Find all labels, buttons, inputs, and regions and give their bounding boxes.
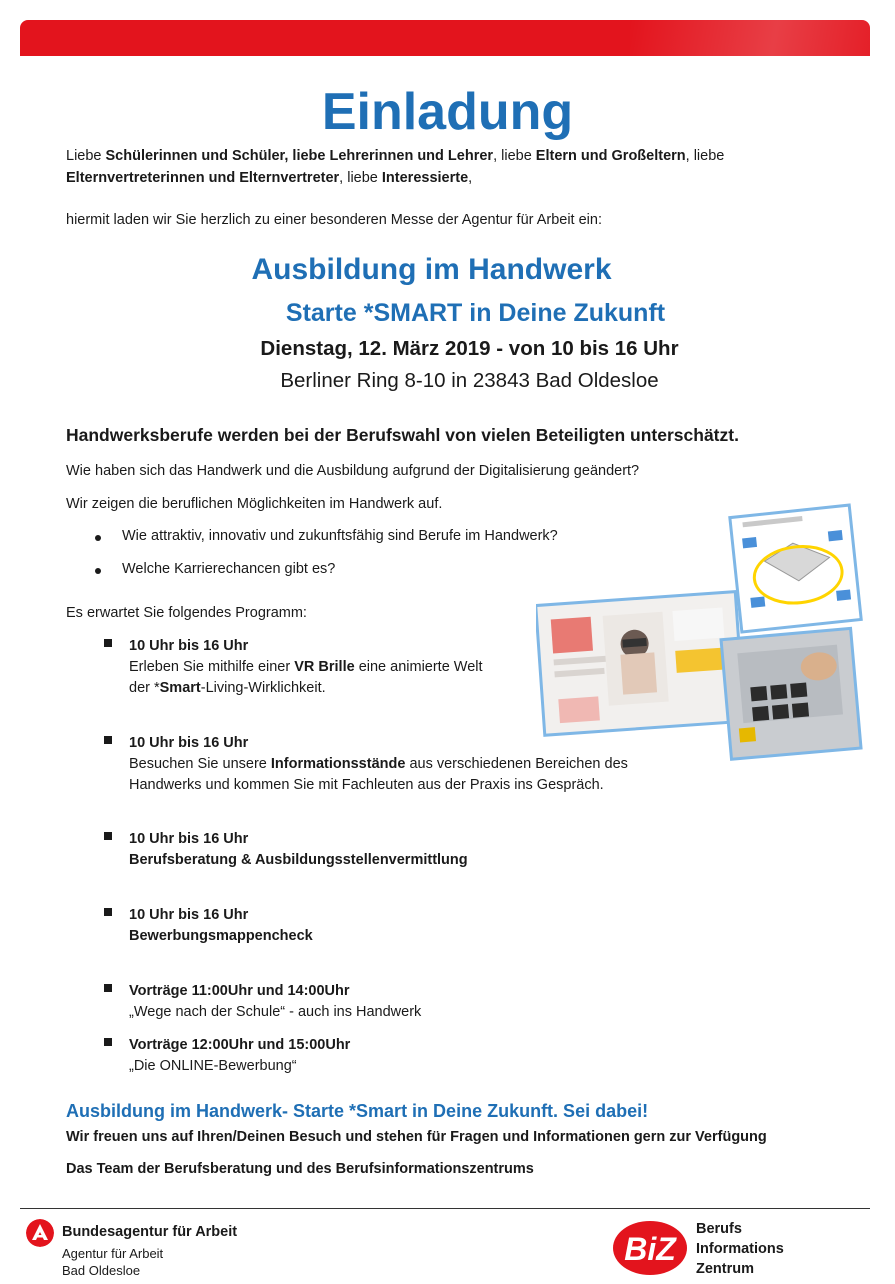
program-desc-line-2: Handwerks und kommen Sie mit Fachleuten aus der Praxis ins Gespräch. (129, 777, 604, 793)
bullet-square (104, 832, 112, 840)
event-date: Dienstag, 12. März 2019 - von 10 bis 16 Uhr (260, 337, 679, 360)
program-time: Vorträge 11:00Uhr und 14:00Uhr (129, 983, 350, 999)
ba-logo-icon (26, 1219, 54, 1247)
bullet-text: Welche Karrierechancen gibt es? (122, 561, 336, 577)
greeting-line-1: Liebe Schülerinnen und Schüler, liebe Lehrerinnen und Lehrer, liebe Eltern und Großeltern, liebe (66, 148, 725, 164)
program-time: 10 Uhr bis 16 Uhr (129, 638, 249, 654)
program-time: 10 Uhr bis 16 Uhr (129, 907, 249, 923)
program-time: 10 Uhr bis 16 Uhr (129, 735, 249, 751)
event-subheadline: Starte *SMART in Deine Zukunft (285, 299, 666, 327)
invite-text: hiermit laden wir Sie herzlich zu einer besonderen Messe der Agentur für Arbeit ein: (66, 212, 602, 228)
biz-line-2: Informations (696, 1241, 784, 1257)
bullet-square (104, 1038, 112, 1046)
program-desc-line-1: Berufsberatung & Ausbildungsstellenvermittlung (129, 852, 468, 868)
flyer-collage-image (536, 503, 881, 765)
event-address: Berliner Ring 8-10 in 23843 Bad Oldesloe (280, 369, 659, 392)
event-headline: Ausbildung im Handwerk (251, 253, 612, 286)
ba-sub-1: Agentur für Arbeit (62, 1246, 164, 1261)
program-desc-line-1: Bewerbungsmappencheck (129, 928, 313, 944)
bullet-square (104, 639, 112, 647)
bullet-text: Wie attraktiv, innovativ und zukunftsfähig sind Berufe im Handwerk? (122, 528, 558, 544)
banner-highlight (630, 20, 870, 56)
biz-logo-text: BiZ (624, 1231, 676, 1267)
ba-sub-2: Bad Oldesloe (62, 1263, 141, 1278)
closing-slogan: Ausbildung im Handwerk- Starte *Smart in Deine Zukunft. Sei dabei! (66, 1101, 649, 1121)
biz-text-block (696, 1219, 784, 1279)
footer-divider (20, 1208, 870, 1209)
ba-name: Bundesagentur für Arbeit (62, 1224, 238, 1240)
biz-line-1: Berufs (696, 1221, 742, 1237)
program-time: Vorträge 12:00Uhr und 15:00Uhr (129, 1037, 351, 1053)
program-heading: Es erwartet Sie folgendes Programm: (66, 605, 307, 621)
bullet-square (104, 736, 112, 744)
bullet-square (104, 984, 112, 992)
program-desc-line-1: „Wege nach der Schule“ - auch ins Handwerk (129, 1004, 422, 1020)
intro-question: Wie haben sich das Handwerk und die Ausbildung aufgrund der Digitalisierung geändert? (66, 463, 640, 479)
program-desc-line-1: „Die ONLINE-Bewerbung“ (129, 1058, 297, 1074)
bullet-dot (95, 535, 101, 541)
program-desc-line-2: der *Smart-Living-Wirklichkeit. (129, 680, 326, 696)
page-title: Einladung (321, 83, 574, 141)
greeting-line-2: Elternvertreterinnen und Elternvertreter, liebe Interessierte, (66, 170, 473, 186)
ba-text-block (62, 1224, 237, 1279)
program-desc-line-1: Besuchen Sie unsere Informationsstände aus verschiedenen Bereichen des (129, 756, 628, 772)
flyer-top-right (730, 505, 861, 632)
program-time: 10 Uhr bis 16 Uhr (129, 831, 249, 847)
top-banner (20, 20, 870, 56)
bullet-dot (95, 568, 101, 574)
intro-lead: Handwerksberufe werden bei der Berufswahl von vielen Beteiligten unterschätzt. (66, 425, 739, 445)
bullet-square (104, 908, 112, 916)
flyer-bottom-right (721, 628, 861, 759)
flyer-left (536, 592, 744, 736)
closing-thanks: Wir freuen uns auf Ihren/Deinen Besuch und stehen für Fragen und Informationen gern zur Verfügung (66, 1129, 767, 1145)
intro-statement: Wir zeigen die beruflichen Möglichkeiten im Handwerk auf. (66, 496, 443, 512)
biz-logo-icon (612, 1216, 690, 1276)
closing-team: Das Team der Berufsberatung und des Berufsinformationszentrums (66, 1161, 534, 1177)
biz-line-3: Zentrum (696, 1261, 754, 1277)
program-desc-line-1: Erleben Sie mithilfe einer VR Brille eine animierte Welt (129, 659, 483, 675)
